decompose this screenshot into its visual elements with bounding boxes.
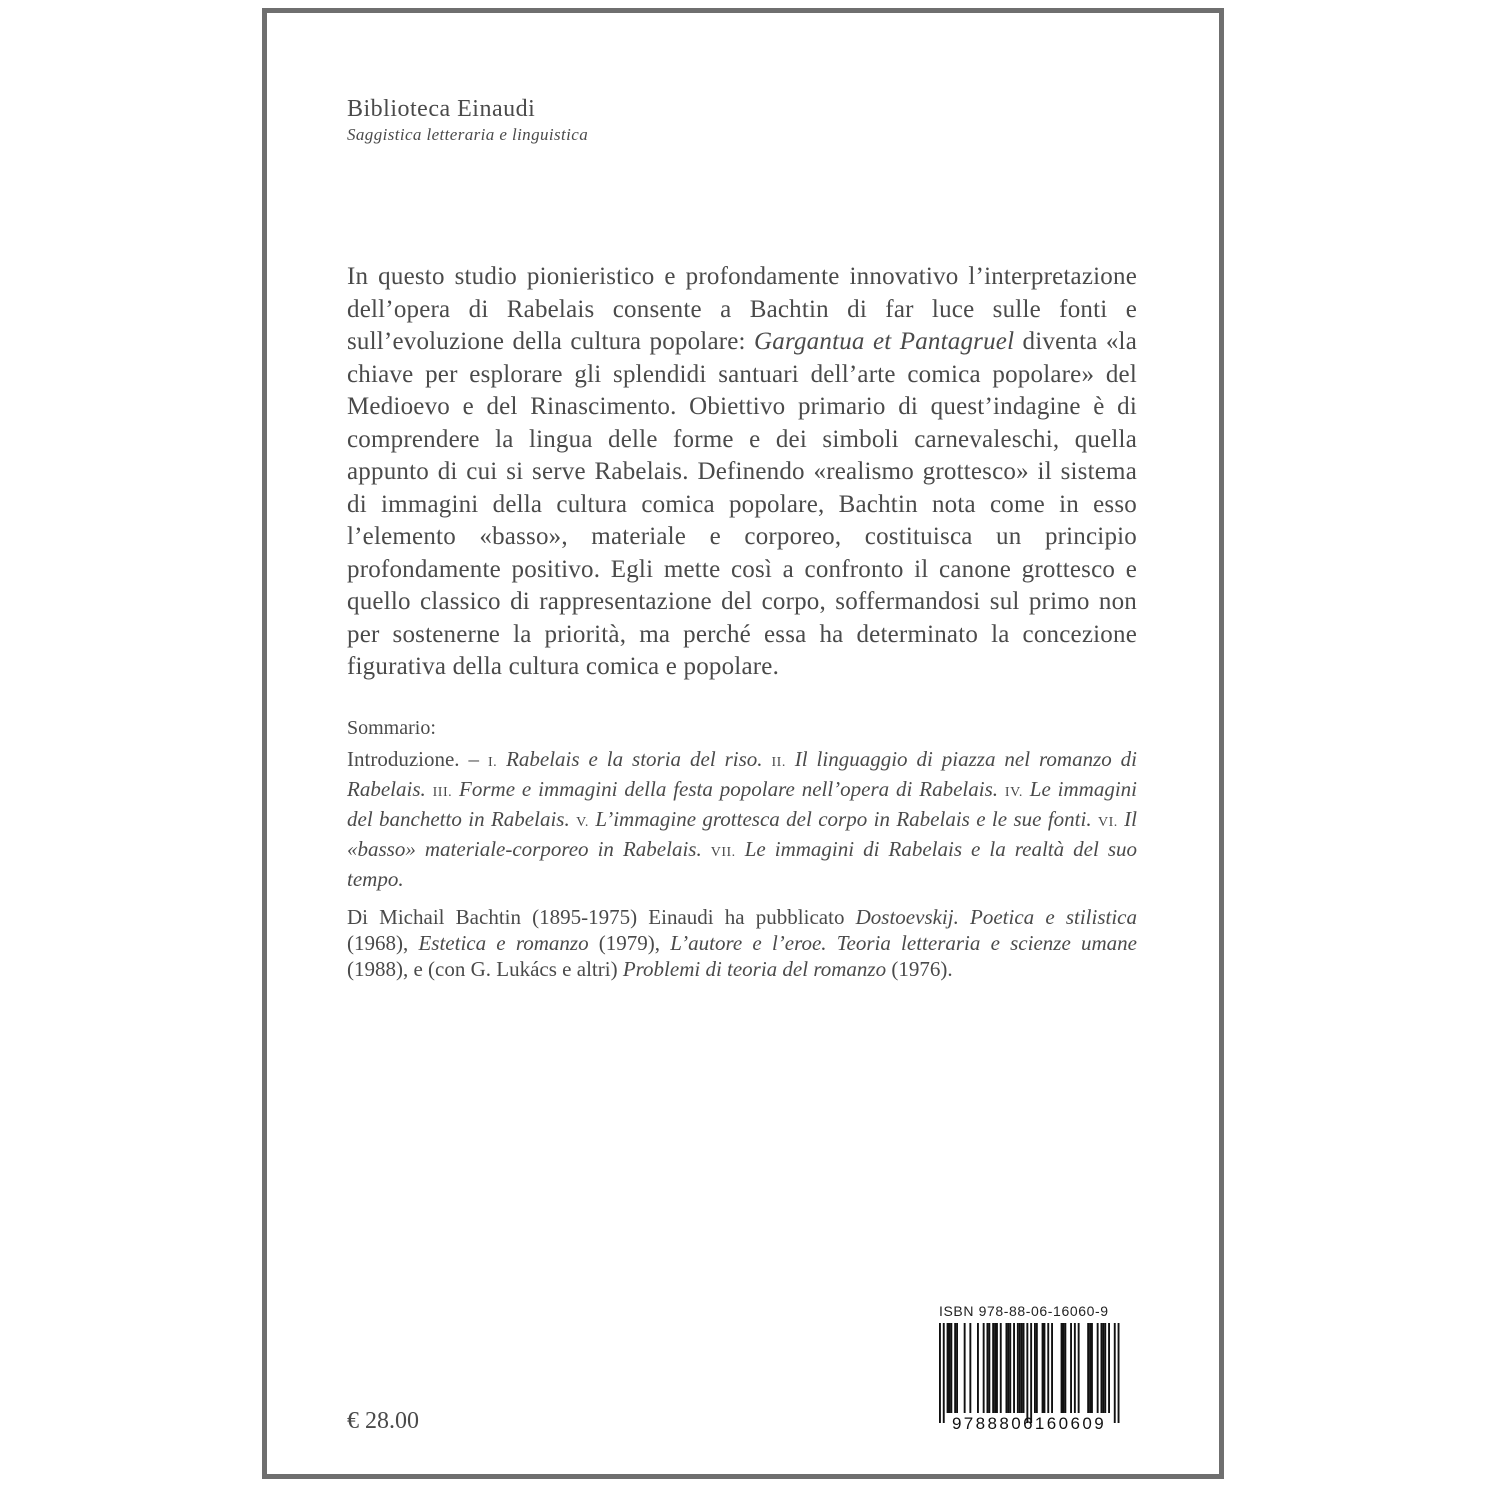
barcode-bar [1061,1323,1063,1413]
barcode-bar [1102,1323,1104,1413]
barcode-bar [1070,1323,1072,1413]
contents-intro: Introduzione. – [347,747,488,771]
barcode-bar [1063,1323,1065,1413]
book-title: L’autore e l’eroe. Teoria letteraria e scienze umane [670,931,1137,955]
barcode-bar [1034,1323,1036,1413]
barcode-block [933,1301,1125,1436]
blurb-text: diventa «la chiave per esplorare gli splendidi santuari dell’arte comica popolare» del Medioevo e del Rinascimento. Obiettivo primario di quest’indagine è di comprendere la lingua delle forme e dei simboli carnevaleschi, quella appunto di cui si serve Rabelais. Definendo «realismo grottesco» il sistema di immagini della cultura comica popolare, Bachtin nota come in esso l’elemento «basso», materiale e corporeo, costituisca un principio profondamente positivo. Egli mette così a confronto il canone grottesco e quello classico di rappresentazione del corpo, soffermandosi sul primo non per sostenerne la priorità, ma perché essa ha determinato la concezione figurativa della cultura comica e popolare. [347,328,1137,680]
barcode-bar [1042,1323,1044,1413]
author-text: (1968), [347,931,419,955]
author-bibliography [347,904,1137,982]
chapter-title: Rabelais e la storia del riso. [506,747,763,771]
ean-digits: 9788806160609 [951,1414,1107,1433]
chapter-number: VII. [710,845,736,860]
barcode-bar [1023,1323,1025,1413]
blurb-paragraph [347,261,1137,684]
chapter-title: Forme e immagini della festa popolare nell’opera di Rabelais. [459,777,999,801]
barcode-bar [943,1323,945,1423]
barcode-bar [1051,1323,1053,1413]
barcode-bar [950,1323,952,1413]
book-back-cover [262,8,1224,1479]
barcode-bar [1013,1323,1015,1413]
barcode-bar [1044,1323,1046,1413]
barcode-bar [1036,1323,1038,1413]
barcode-bar [977,1323,979,1413]
barcode-bar [1017,1323,1019,1413]
barcode-bar [1078,1323,1080,1413]
barcode-bar [996,1323,998,1413]
barcode-bar [969,1323,971,1413]
chapter-title: L’immagine grottesca del corpo in Rabelais e le sue fonti. [595,807,1092,831]
barcode-bar [1021,1323,1023,1413]
barcode-bar [1019,1323,1021,1413]
chapter-number: III. [432,785,453,800]
chapter-number: V. [576,815,589,830]
barcode-bar [949,1323,951,1413]
contents-paragraph [347,746,1137,892]
barcode-bar [964,1323,966,1413]
barcode-bar [1087,1323,1089,1413]
barcode-bar [1000,1323,1002,1413]
barcode-bar [1009,1323,1011,1413]
chapter-title: Le immagini del banchetto in Rabelais. [347,777,1138,831]
barcode-bar [947,1323,949,1413]
sommario-label: Sommario: [347,717,436,739]
series-header [347,95,588,147]
book-title: Dostoevskij. Poetica e stilistica [855,905,1138,929]
chapter-title: Il «basso» materiale-corporeo in Rabelais. [347,807,1137,861]
barcode-bar [1101,1323,1103,1413]
chapter-number: I. [487,755,498,770]
barcode-bar [1074,1323,1076,1413]
isbn-label: ISBN 978-88-06-16060-9 [939,1303,1109,1319]
barcode-bar [1030,1323,1032,1423]
barcode-bar [987,1323,989,1413]
book-title: Estetica e romanzo [418,931,589,955]
chapter-number: II. [771,755,786,770]
chapter-number: IV. [1004,785,1023,800]
barcode-bar [994,1323,996,1413]
barcode-bar [1114,1323,1116,1423]
barcode-bar [1089,1323,1091,1413]
chapter-number: VI. [1098,815,1118,830]
barcode-bar [954,1323,956,1413]
chapter-title: Il linguaggio di piazza nel romanzo di Rabelais. [347,747,1138,801]
barcode-bar [1007,1323,1009,1413]
barcode-bar [1064,1323,1066,1413]
barcode [933,1321,1125,1436]
barcode-bar [1006,1323,1008,1413]
author-text: (1979), [588,931,671,955]
chapter-title: Le immagini di Rabelais e la realtà del suo tempo. [347,837,1138,891]
barcode-bar [1118,1323,1120,1423]
barcode-bar [1104,1323,1106,1413]
barcode-bar [1108,1323,1110,1413]
barcode-bar [1097,1323,1099,1413]
blurb-book-title: Gargantua et Pantagruel [754,328,1015,355]
author-paragraph [347,904,1137,982]
barcode-bar [1047,1323,1049,1413]
book-title: Problemi di teoria del romanzo [622,957,887,981]
barcode-bar [988,1323,990,1413]
author-text: (1976). [886,957,953,981]
barcode-bar [992,1323,994,1413]
blurb [347,261,1137,684]
barcode-bar [1091,1323,1093,1413]
barcode-bar [939,1323,941,1423]
author-text: Di Michail Bachtin (1895-1975) Einaudi ha pubblicato [347,905,856,929]
series-title: Biblioteca Einaudi [347,96,536,122]
table-of-contents [347,746,1137,892]
author-text: (1988), e (con G. Lukács e altri) [347,957,623,981]
blurb-text: In questo studio pionieristico e profondamente innovativo l’interpretazione dell’opera di Rabelais consente a Bachtin di far luce sulle fonti e sull’evoluzione della cultura popolare: [347,263,1137,355]
series-subtitle: Saggistica letteraria e linguistica [347,125,589,144]
price: € 28.00 [347,1408,419,1434]
barcode-bar [956,1323,958,1413]
barcode-bar [1026,1323,1028,1423]
barcode-bar [983,1323,985,1413]
